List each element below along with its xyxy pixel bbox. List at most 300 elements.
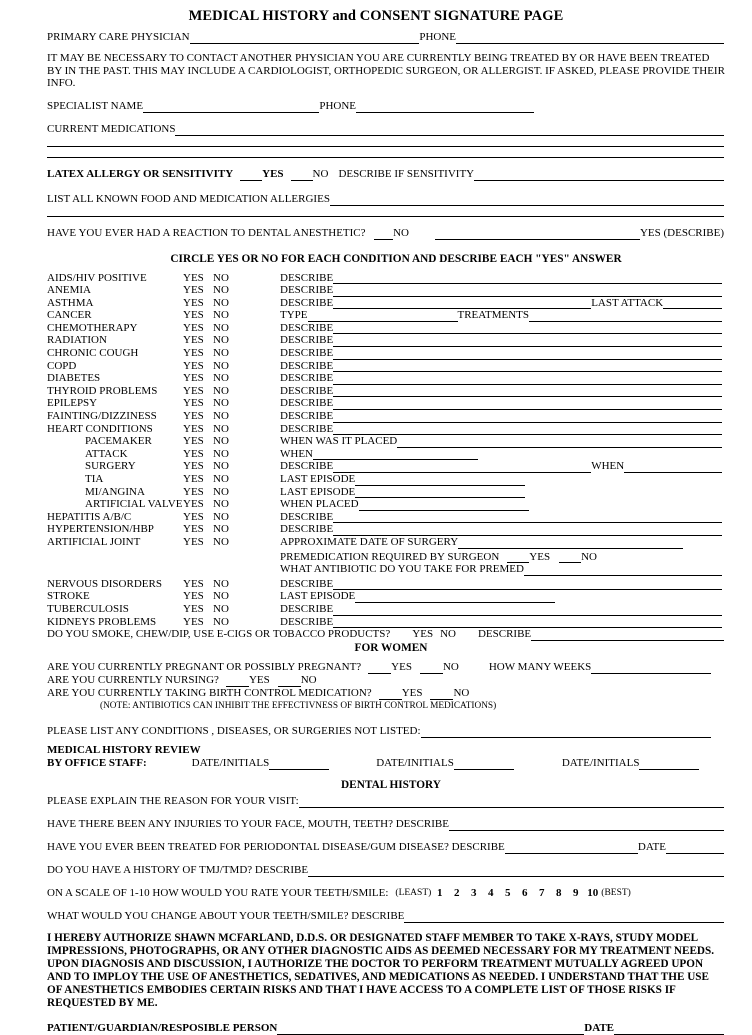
smile-scale-value[interactable]: 3 [471,887,477,900]
condition-yes-option[interactable]: YES [183,577,204,590]
condition-row [47,410,722,423]
condition-field-label: DESCRIBE [280,334,334,347]
condition-detail-fields [280,334,722,347]
condition-row [47,448,722,461]
condition-row [47,523,722,536]
visit-reason-label: PLEASE EXPLAIN THE REASON FOR YOUR VISIT: [47,795,299,808]
condition-no-option[interactable]: NO [213,321,229,334]
condition-no-option[interactable]: NO [213,510,229,523]
smile-scale-value[interactable]: 5 [505,887,511,900]
specialist-phone-label: PHONE [319,99,356,112]
other-conditions-label: PLEASE LIST ANY CONDITIONS , DISEASES, OR SURGERIES NOT LISTED: [47,725,421,738]
date-initials-1-label: DATE/INITIALS [191,757,270,770]
condition-no-option[interactable]: NO [213,284,229,297]
smile-scale-best-label: (BEST) [601,888,631,899]
condition-row [47,578,722,591]
condition-field-input[interactable] [624,462,722,473]
condition-field-input[interactable] [308,311,458,322]
birth-control-yes-label: YES [401,687,423,700]
condition-detail-fields [280,590,722,603]
joint-premed-yes-blank[interactable] [507,552,529,563]
condition-field-label: DESCRIBE [280,523,334,536]
pregnant-row [0,661,752,674]
condition-detail-fields [280,435,722,448]
birth-control-no-label: NO [453,687,470,700]
condition-row [47,372,722,385]
condition-field-label: LAST EPISODE [280,473,356,485]
condition-name: MI/ANGINA [85,485,145,498]
condition-field-label: DESCRIBE [280,372,334,385]
smile-scale-value[interactable]: 6 [522,887,528,900]
condition-row [47,473,722,486]
condition-field-label: TYPE [280,309,308,322]
condition-yes-option[interactable]: YES [183,510,204,523]
condition-row [47,322,722,335]
condition-yes-option[interactable]: YES [183,397,204,410]
condition-detail-fields [280,616,722,629]
latex-no-label: NO [312,167,329,180]
pregnant-no-label: NO [442,661,459,674]
anesthetic-reaction-label: HAVE YOU EVER HAD A REACTION TO DENTAL ANESTHETIC? [47,226,366,239]
visit-reason-row [0,795,752,808]
smile-scale-value[interactable]: 10 [587,887,599,900]
condition-no-option[interactable]: NO [213,296,229,309]
smile-scale-value[interactable]: 7 [539,887,545,900]
condition-no-option[interactable]: NO [213,359,229,372]
condition-name: HEART CONDITIONS [47,422,153,435]
condition-detail-fields [280,511,722,524]
condition-row [47,435,722,448]
condition-field-label: DESCRIBE [280,602,334,615]
condition-field-label: LAST EPISODE [280,590,356,603]
condition-field-label: DESCRIBE [280,510,334,523]
page-title: MEDICAL HISTORY and CONSENT SIGNATURE PAGE [188,8,564,24]
condition-row [47,309,722,322]
condition-row [47,498,722,511]
by-office-staff-label: BY OFFICE STAFF: [47,757,147,770]
consent-paragraph: I HEREBY AUTHORIZE SHAWN MCFARLAND, D.D.S. OR DESIGNATED STAFF MEMBER TO TAKE X-RAYS, STUDY MODEL IMPRESSIONS, PHOTOGRAPHS, OR ANY OTHER DIAGNOSTIC AIDS AS DEEMED NECESSARY FOR MY TREATMENT NEEDS. UPON DIAGNOSIS AND DISCUSSION, I AUTHORIZE THE DOCTOR TO PERFORM TREATMENT MUTUALLY AGREED UPON AND TO IMPLOY THE USE OF ANESTHETICS, SEDATIVES, AND MEDICATIONS AS NEEDED. I UNDERSTAND THAT THE USE OF ANESTHETICS EMBODIES CERTAIN RISKS AND THAT I HAVE ACCESS TO A COMPLETE LIST OF THOSE RISKS IF REQUESTED BY ME. [47,932,715,1010]
conditions-table [0,270,752,549]
smile-scale-values[interactable] [431,887,601,900]
condition-field-label: DESCRIBE [280,460,334,473]
anesthetic-reaction-row [0,227,752,240]
condition-field-label: DESCRIBE [280,296,334,309]
condition-detail-fields [280,284,722,297]
smile-scale-least-label: (LEAST) [395,888,432,899]
condition-no-option[interactable]: NO [213,577,229,590]
condition-field-label: DESCRIBE [280,410,334,423]
condition-name: HEPATITIS A/B/C [47,510,132,523]
pregnant-no-blank[interactable] [420,663,443,674]
pregnant-yes-blank[interactable] [368,663,391,674]
smile-scale-value[interactable]: 8 [556,887,562,900]
periodontal-date-input[interactable] [666,843,724,854]
condition-yes-option[interactable]: YES [183,347,204,360]
condition-field-label: LAST ATTACK [591,296,664,309]
condition-field-input[interactable] [355,592,555,603]
birth-control-yes-blank[interactable] [379,689,402,700]
condition-no-option[interactable]: NO [213,435,229,448]
tmj-row [0,864,752,877]
condition-field-input[interactable] [359,500,529,511]
condition-yes-option[interactable]: YES [183,602,204,615]
condition-yes-option[interactable]: YES [183,498,204,511]
condition-no-option[interactable]: NO [213,447,229,460]
condition-yes-option[interactable]: YES [183,460,204,473]
latex-yes-blank[interactable] [240,170,262,181]
birth-control-no-blank[interactable] [430,689,453,700]
smile-scale-value[interactable]: 4 [488,887,494,900]
specialist-name-label: SPECIALIST NAME [47,99,144,112]
nursing-yes-blank[interactable] [226,676,249,687]
condition-row [47,590,722,603]
condition-no-option[interactable]: NO [213,535,229,548]
tobacco-no-label[interactable]: NO [440,628,456,641]
how-many-weeks-label: HOW MANY WEEKS [488,661,592,674]
pregnant-label: ARE YOU CURRENTLY PREGNANT OR POSSIBLY PREGNANT? [47,661,362,674]
condition-field-input[interactable] [333,273,722,284]
condition-no-option[interactable]: NO [213,523,229,536]
condition-no-option[interactable]: NO [213,473,229,485]
condition-name: THYROID PROBLEMS [47,384,158,397]
condition-yes-option[interactable]: YES [183,410,204,423]
condition-detail-fields [280,486,722,499]
condition-name: EPILEPSY [47,397,98,410]
condition-field-label: WHEN PLACED [280,498,359,511]
condition-no-option[interactable]: NO [213,602,229,615]
smile-scale-value[interactable]: 2 [454,887,460,900]
condition-detail-fields [280,460,722,473]
condition-name: HYPERTENSION/HBP [47,523,154,536]
condition-field-input[interactable] [355,487,525,498]
current-medications-label: CURRENT MEDICATIONS [47,122,176,135]
condition-row [47,272,722,285]
condition-no-option[interactable]: NO [213,271,229,284]
condition-row [47,603,722,616]
condition-field-input[interactable] [333,525,722,536]
condition-detail-fields [280,397,722,410]
physician-contact-notice: IT MAY BE NECESSARY TO CONTACT ANOTHER PHYSICIAN YOU ARE CURRENTLY BEING TREATED BY OR HAVE BEEN TREATED BY IN THE PAST. THIS MAY INCLUDE A CARDIOLOGIST, ORTHOPEDIC SURGEON, OR ALLERGIST. IF ASKED, PLEASE PROVIDE THEIR INFO. [47,52,725,89]
joint-premed-yes-label: YES [529,550,551,563]
current-medications-input-1[interactable] [175,125,724,136]
condition-name: CHRONIC COUGH [47,347,139,360]
condition-name: CHEMOTHERAPY [47,321,138,334]
condition-name: ASTHMA [47,296,94,309]
nursing-no-blank[interactable] [278,676,301,687]
condition-field-input[interactable] [333,374,722,385]
condition-yes-option[interactable]: YES [183,447,204,460]
condition-detail-fields [280,448,722,461]
condition-field-input[interactable] [333,298,591,309]
signature-input[interactable] [277,1024,584,1035]
condition-no-option[interactable]: NO [213,615,229,628]
condition-field-label: WHEN [591,460,625,473]
condition-field-label: DESCRIBE [280,359,334,372]
primary-care-phone-label: PHONE [419,31,456,43]
condition-yes-option[interactable]: YES [183,334,204,347]
condition-detail-fields [280,410,722,423]
condition-detail-fields [280,360,722,373]
primary-care-physician-label: PRIMARY CARE PHYSICIAN [47,31,190,43]
anesthetic-yes-label: YES (DESCRIBE) [639,226,724,239]
periodontal-input[interactable] [505,843,638,854]
condition-row [47,511,722,524]
condition-name: RADIATION [47,334,107,347]
condition-detail-fields [280,498,722,511]
condition-detail-fields [280,309,722,322]
tobacco-label: DO YOU SMOKE, CHEW/DIP, USE E-CIGS OR TOBACCO PRODUCTS? [47,628,391,641]
condition-row [47,460,722,473]
nursing-yes-label: YES [248,674,270,687]
smile-change-input[interactable] [404,912,724,923]
condition-no-option[interactable]: NO [213,384,229,397]
latex-no-blank[interactable] [291,170,313,181]
nursing-label: ARE YOU CURRENTLY NURSING? [47,674,219,687]
condition-field-input[interactable] [333,512,722,523]
periodontal-row [0,841,752,854]
condition-yes-option[interactable]: YES [183,284,204,297]
signature-date-input[interactable] [614,1024,724,1035]
condition-field-label: DESCRIBE [280,321,334,334]
nursing-no-label: NO [300,674,317,687]
condition-name: ATTACK [85,447,128,460]
condition-field-input[interactable] [333,462,591,473]
condition-yes-option[interactable]: YES [183,485,204,498]
tobacco-yes-label[interactable]: YES [412,628,434,641]
for-women-heading: FOR WOMEN [354,642,428,655]
other-conditions-input[interactable] [421,727,711,738]
tobacco-describe-input[interactable] [531,630,724,641]
joint-premed-label: PREMEDICATION REQUIRED BY SURGEON [280,550,500,563]
condition-no-option[interactable]: NO [213,397,229,410]
condition-yes-option[interactable]: YES [183,473,204,485]
condition-row [47,536,722,549]
condition-yes-option[interactable]: YES [183,271,204,284]
condition-yes-option[interactable]: YES [183,321,204,334]
date-initials-2-input[interactable] [454,759,514,770]
condition-field-label: DESCRIBE [280,397,334,410]
condition-field-label: DESCRIBE [280,347,334,360]
condition-name: NERVOUS DISORDERS [47,577,162,590]
condition-row [47,360,722,373]
condition-detail-fields [280,578,722,591]
anesthetic-yes-describe-input[interactable] [435,229,640,240]
condition-no-option[interactable]: NO [213,422,229,435]
condition-yes-option[interactable]: YES [183,359,204,372]
condition-field-input[interactable] [355,475,525,486]
condition-no-option[interactable]: NO [213,334,229,347]
signature-row [0,1022,752,1035]
condition-detail-fields [280,385,722,398]
condition-row [47,297,722,310]
condition-detail-fields [280,523,722,536]
periodontal-date-label: DATE [637,841,666,854]
latex-yes-label: YES [262,167,284,180]
latex-allergy-row [0,168,752,181]
condition-detail-fields [280,372,722,385]
tobacco-row [0,628,752,641]
condition-field-label: DESCRIBE [280,284,334,297]
smile-scale-value[interactable]: 9 [573,887,579,900]
condition-field-input[interactable] [333,617,722,628]
condition-field-input[interactable] [333,349,722,360]
tmj-label: DO YOU HAVE A HISTORY OF TMJ/TMD? DESCRIBE [47,864,309,877]
condition-field-input[interactable] [529,311,722,322]
condition-name: COPD [47,359,77,372]
joint-antibiotic-input[interactable] [524,565,722,576]
office-staff-review-row [0,757,752,770]
date-initials-3-input[interactable] [639,759,699,770]
condition-name: AIDS/HIV POSITIVE [47,271,147,284]
condition-field-input[interactable] [333,412,722,423]
condition-field-label: TREATMENTS [457,309,529,322]
condition-detail-fields [280,603,722,616]
condition-field-input[interactable] [397,437,722,448]
condition-no-option[interactable]: NO [213,485,229,498]
condition-detail-fields [280,347,722,360]
condition-no-option[interactable]: NO [213,590,229,603]
condition-field-label: DESCRIBE [280,384,334,397]
condition-row [47,616,722,629]
condition-row [47,347,722,360]
tobacco-describe-label: DESCRIBE [477,628,532,641]
condition-no-option[interactable]: NO [213,309,229,322]
condition-field-input[interactable] [333,386,722,397]
condition-yes-option[interactable]: YES [183,523,204,536]
anesthetic-no-label: NO [393,226,409,239]
condition-yes-option[interactable]: YES [183,535,204,548]
condition-field-input[interactable] [333,605,722,616]
condition-no-option[interactable]: NO [213,410,229,423]
condition-detail-fields [280,272,722,285]
condition-field-label: DESCRIBE [280,271,334,284]
condition-detail-fields [280,297,722,310]
condition-yes-option[interactable]: YES [183,372,204,385]
joint-antibiotic-row [47,563,722,576]
primary-care-physician-input[interactable] [190,33,420,44]
condition-name: CANCER [47,309,92,322]
condition-field-input[interactable] [663,298,722,309]
injuries-label: HAVE THERE BEEN ANY INJURIES TO YOUR FACE, MOUTH, TEETH? DESCRIBE [47,818,449,831]
condition-field-input[interactable] [333,579,722,590]
condition-name: TUBERCULOSIS [47,602,129,615]
condition-field-label: LAST EPISODE [280,485,356,498]
condition-yes-option[interactable]: YES [183,422,204,435]
condition-detail-fields [280,423,722,436]
condition-field-input[interactable] [313,449,478,460]
primary-care-physician-row [0,31,752,44]
joint-premed-no-blank[interactable] [559,552,581,563]
condition-yes-option[interactable]: YES [183,435,204,448]
condition-field-input[interactable] [333,399,722,410]
anesthetic-no-blank[interactable] [374,229,394,240]
specialist-row [0,100,752,113]
conditions-table-2 [0,576,752,628]
condition-name: DIABETES [47,372,101,385]
condition-field-input[interactable] [333,286,722,297]
date-initials-2-label: DATE/INITIALS [376,757,454,770]
joint-premed-no-label: NO [581,550,597,563]
medical-history-review-title-row [0,744,752,757]
condition-field-label: WHEN [280,447,313,460]
signature-label: PATIENT/GUARDIAN/RESPOSIBLE PERSON [47,1022,278,1035]
condition-no-option[interactable]: NO [213,460,229,473]
pregnant-yes-label: YES [391,661,412,674]
how-many-weeks-input[interactable] [591,663,711,674]
condition-name: KIDNEYS PROBLEMS [47,615,157,628]
visit-reason-input[interactable] [299,797,724,808]
specialist-phone-input[interactable] [356,102,534,113]
condition-row [47,397,722,410]
condition-name: ANEMIA [47,284,91,297]
signature-date-label: DATE [584,1022,614,1035]
condition-row [47,284,722,297]
condition-row [47,486,722,499]
condition-field-input[interactable] [458,538,683,549]
smile-scale-row [0,887,752,900]
condition-field-label: DESCRIBE [280,422,334,435]
condition-field-input[interactable] [333,323,722,334]
condition-name: TIA [85,473,104,485]
condition-field-input[interactable] [333,336,722,347]
condition-yes-option[interactable]: YES [183,309,204,322]
specialist-name-input[interactable] [143,102,319,113]
condition-name: FAINTING/DIZZINESS [47,410,157,423]
condition-row [47,385,722,398]
conditions-heading: CIRCLE YES OR NO FOR EACH CONDITION AND DESCRIBE EACH "YES" ANSWER [170,252,622,265]
nursing-row [0,674,752,687]
condition-field-label: DESCRIBE [280,577,334,590]
birth-control-note-row [0,700,752,713]
condition-detail-fields [280,322,722,335]
condition-name: STROKE [47,590,90,603]
condition-name: ARTIFICIAL VALVE [85,498,183,511]
condition-yes-option[interactable]: YES [183,296,204,309]
condition-field-label: WHEN WAS IT PLACED [280,435,398,448]
dental-history-heading: DENTAL HISTORY [341,779,441,792]
smile-scale-label: ON A SCALE OF 1-10 HOW WOULD YOU RATE YOUR TEETH/SMILE: [47,887,389,900]
injuries-input[interactable] [449,820,724,831]
smile-scale-value[interactable]: 1 [437,887,443,900]
condition-no-option[interactable]: NO [213,498,229,511]
medical-history-review-title: MEDICAL HISTORY REVIEW [47,744,201,757]
birth-control-note: (NOTE: ANTIBIOTICS CAN INHIBIT THE EFFECTIVNESS OF BIRTH CONTROL MEDICATIONS) [100,701,497,712]
condition-field-input[interactable] [333,361,722,372]
condition-no-option[interactable]: NO [213,372,229,385]
condition-field-input[interactable] [333,424,722,435]
birth-control-label: ARE YOU CURRENTLY TAKING BIRTH CONTROL MEDICATION? [47,687,372,700]
other-conditions-row [0,725,752,738]
condition-name: ARTIFICIAL JOINT [47,535,141,548]
condition-row [47,334,722,347]
latex-describe-input[interactable] [474,170,724,181]
primary-care-phone-input[interactable] [456,33,724,44]
condition-yes-option[interactable]: YES [183,590,204,603]
condition-detail-fields [280,536,722,549]
tmj-input[interactable] [308,866,724,877]
condition-name: PACEMAKER [85,435,152,448]
current-medications-row [0,123,752,136]
joint-antibiotic-label: WHAT ANTIBIOTIC DO YOU TAKE FOR PREMED [280,563,524,576]
date-initials-3-label: DATE/INITIALS [561,757,640,770]
latex-describe-label: DESCRIBE IF SENSITIVITY [338,167,475,180]
food-allergies-input-1[interactable] [330,195,724,206]
condition-yes-option[interactable]: YES [183,615,204,628]
food-allergies-label: LIST ALL KNOWN FOOD AND MEDICATION ALLERGIES [47,192,330,205]
condition-yes-option[interactable]: YES [183,384,204,397]
date-initials-1-input[interactable] [269,759,329,770]
condition-no-option[interactable]: NO [213,347,229,360]
